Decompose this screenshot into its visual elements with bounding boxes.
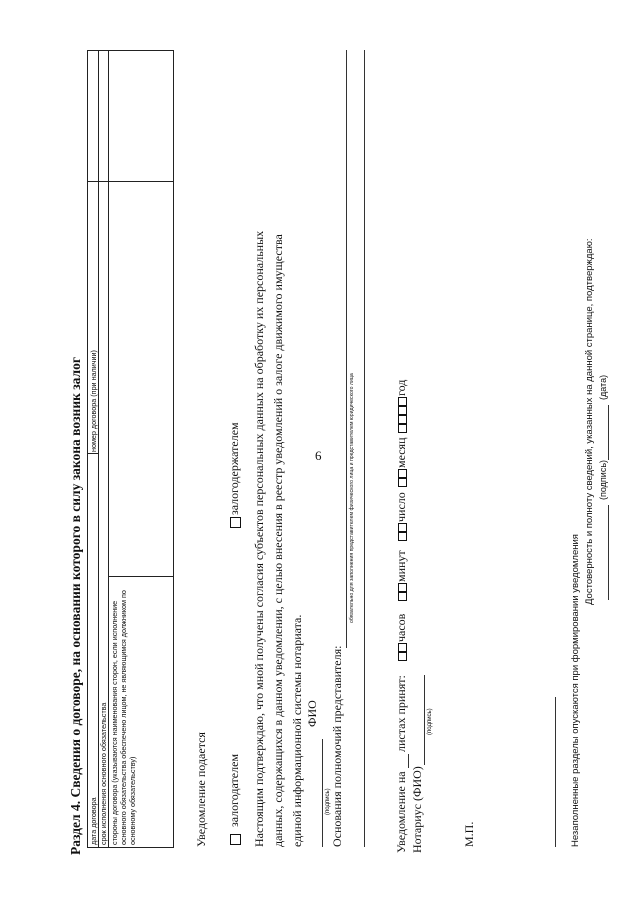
month-digit-1[interactable] [398,478,407,487]
minutes-digit-1[interactable] [398,592,407,601]
year-digit-4[interactable] [398,397,407,406]
sheets-count-line[interactable] [408,754,409,768]
month-label: месяц [394,437,408,468]
year-digit-2[interactable] [398,415,407,424]
consent-line-2: данных, содержащихся в данном уведомлении, с целью внесения в реестр уведомлений о залоге движимого имущества [271,234,285,847]
month-digit-2[interactable] [398,469,407,478]
day-digit-1[interactable] [398,532,407,541]
consent-line-3: единой информационной системы нотариата. [290,614,304,847]
pledgee-checkbox[interactable] [230,517,241,528]
pledgor-label: залогодателем [227,753,241,827]
pledgor-checkbox[interactable] [230,834,241,845]
contract-info-table [87,50,174,848]
omitted-sections-note: Незаполненные разделы опускаются при формировании уведомления [570,534,581,847]
day-digit-2[interactable] [398,523,407,532]
consent-line-1: Настоящим подтверждаю, что мной получены согласия субъектов персональных данных на обработку их персональных [252,230,266,847]
accepted-sheets-label: листах принят: [394,675,408,752]
footer-rule [555,697,556,847]
footer-signature-caption: (подпись) [598,459,608,500]
footer-date-line[interactable] [608,405,609,460]
year-label: год [394,379,408,396]
hours-label: часов [394,613,408,642]
contract-number-label: номер договора (при наличии) [89,350,98,452]
section-title: Раздел 4. Сведения о договоре, на основании которого в силу закона возник залог [68,356,83,855]
submitted-by-label: Уведомление подается [194,732,208,847]
authority-input-line[interactable] [346,50,347,648]
notary-signature-caption: (подпись) [427,708,433,735]
minutes-label: минут [394,550,408,582]
hours-digit-2[interactable] [398,643,407,652]
accepted-prefix: Уведомление на [394,771,408,853]
accuracy-statement: Достоверность и полноту сведений, указанных на данной странице, подтверждаю: [584,238,595,605]
authority-label: Основания полномочий представителя: [330,645,344,847]
notary-signature-line[interactable] [424,675,425,765]
fio-label: ФИО [305,700,319,727]
authority-note: обязательно для заполнения представителем физического лица и представителем юридического лица [349,373,355,623]
seal-label: М.П. [462,821,476,847]
year-digit-1[interactable] [398,424,407,433]
footer-signature-line[interactable] [608,505,609,600]
footer-date-caption: (дата) [598,374,608,400]
contract-date-label: дата договора [89,797,98,845]
contract-parties-label: стороны договора (указываются наименования сторон, если исполнение основного обязательства обеспечено лицом, не являющимся должником по основному обязательству) [110,590,137,845]
day-label: число [394,492,408,522]
signature-caption: (подпись) [325,788,331,815]
notary-label: Нотариус (ФИО) [410,766,424,853]
minutes-digit-2[interactable] [398,583,407,592]
year-digit-3[interactable] [398,406,407,415]
signature-line[interactable] [322,739,323,847]
pledgee-label: залогодержателем [227,422,241,515]
obligation-term-label: срок исполнения основного обязательства [99,702,108,845]
authority-input-line-2[interactable] [364,50,365,847]
hours-digit-1[interactable] [398,652,407,661]
page-number: 6 [315,448,322,463]
